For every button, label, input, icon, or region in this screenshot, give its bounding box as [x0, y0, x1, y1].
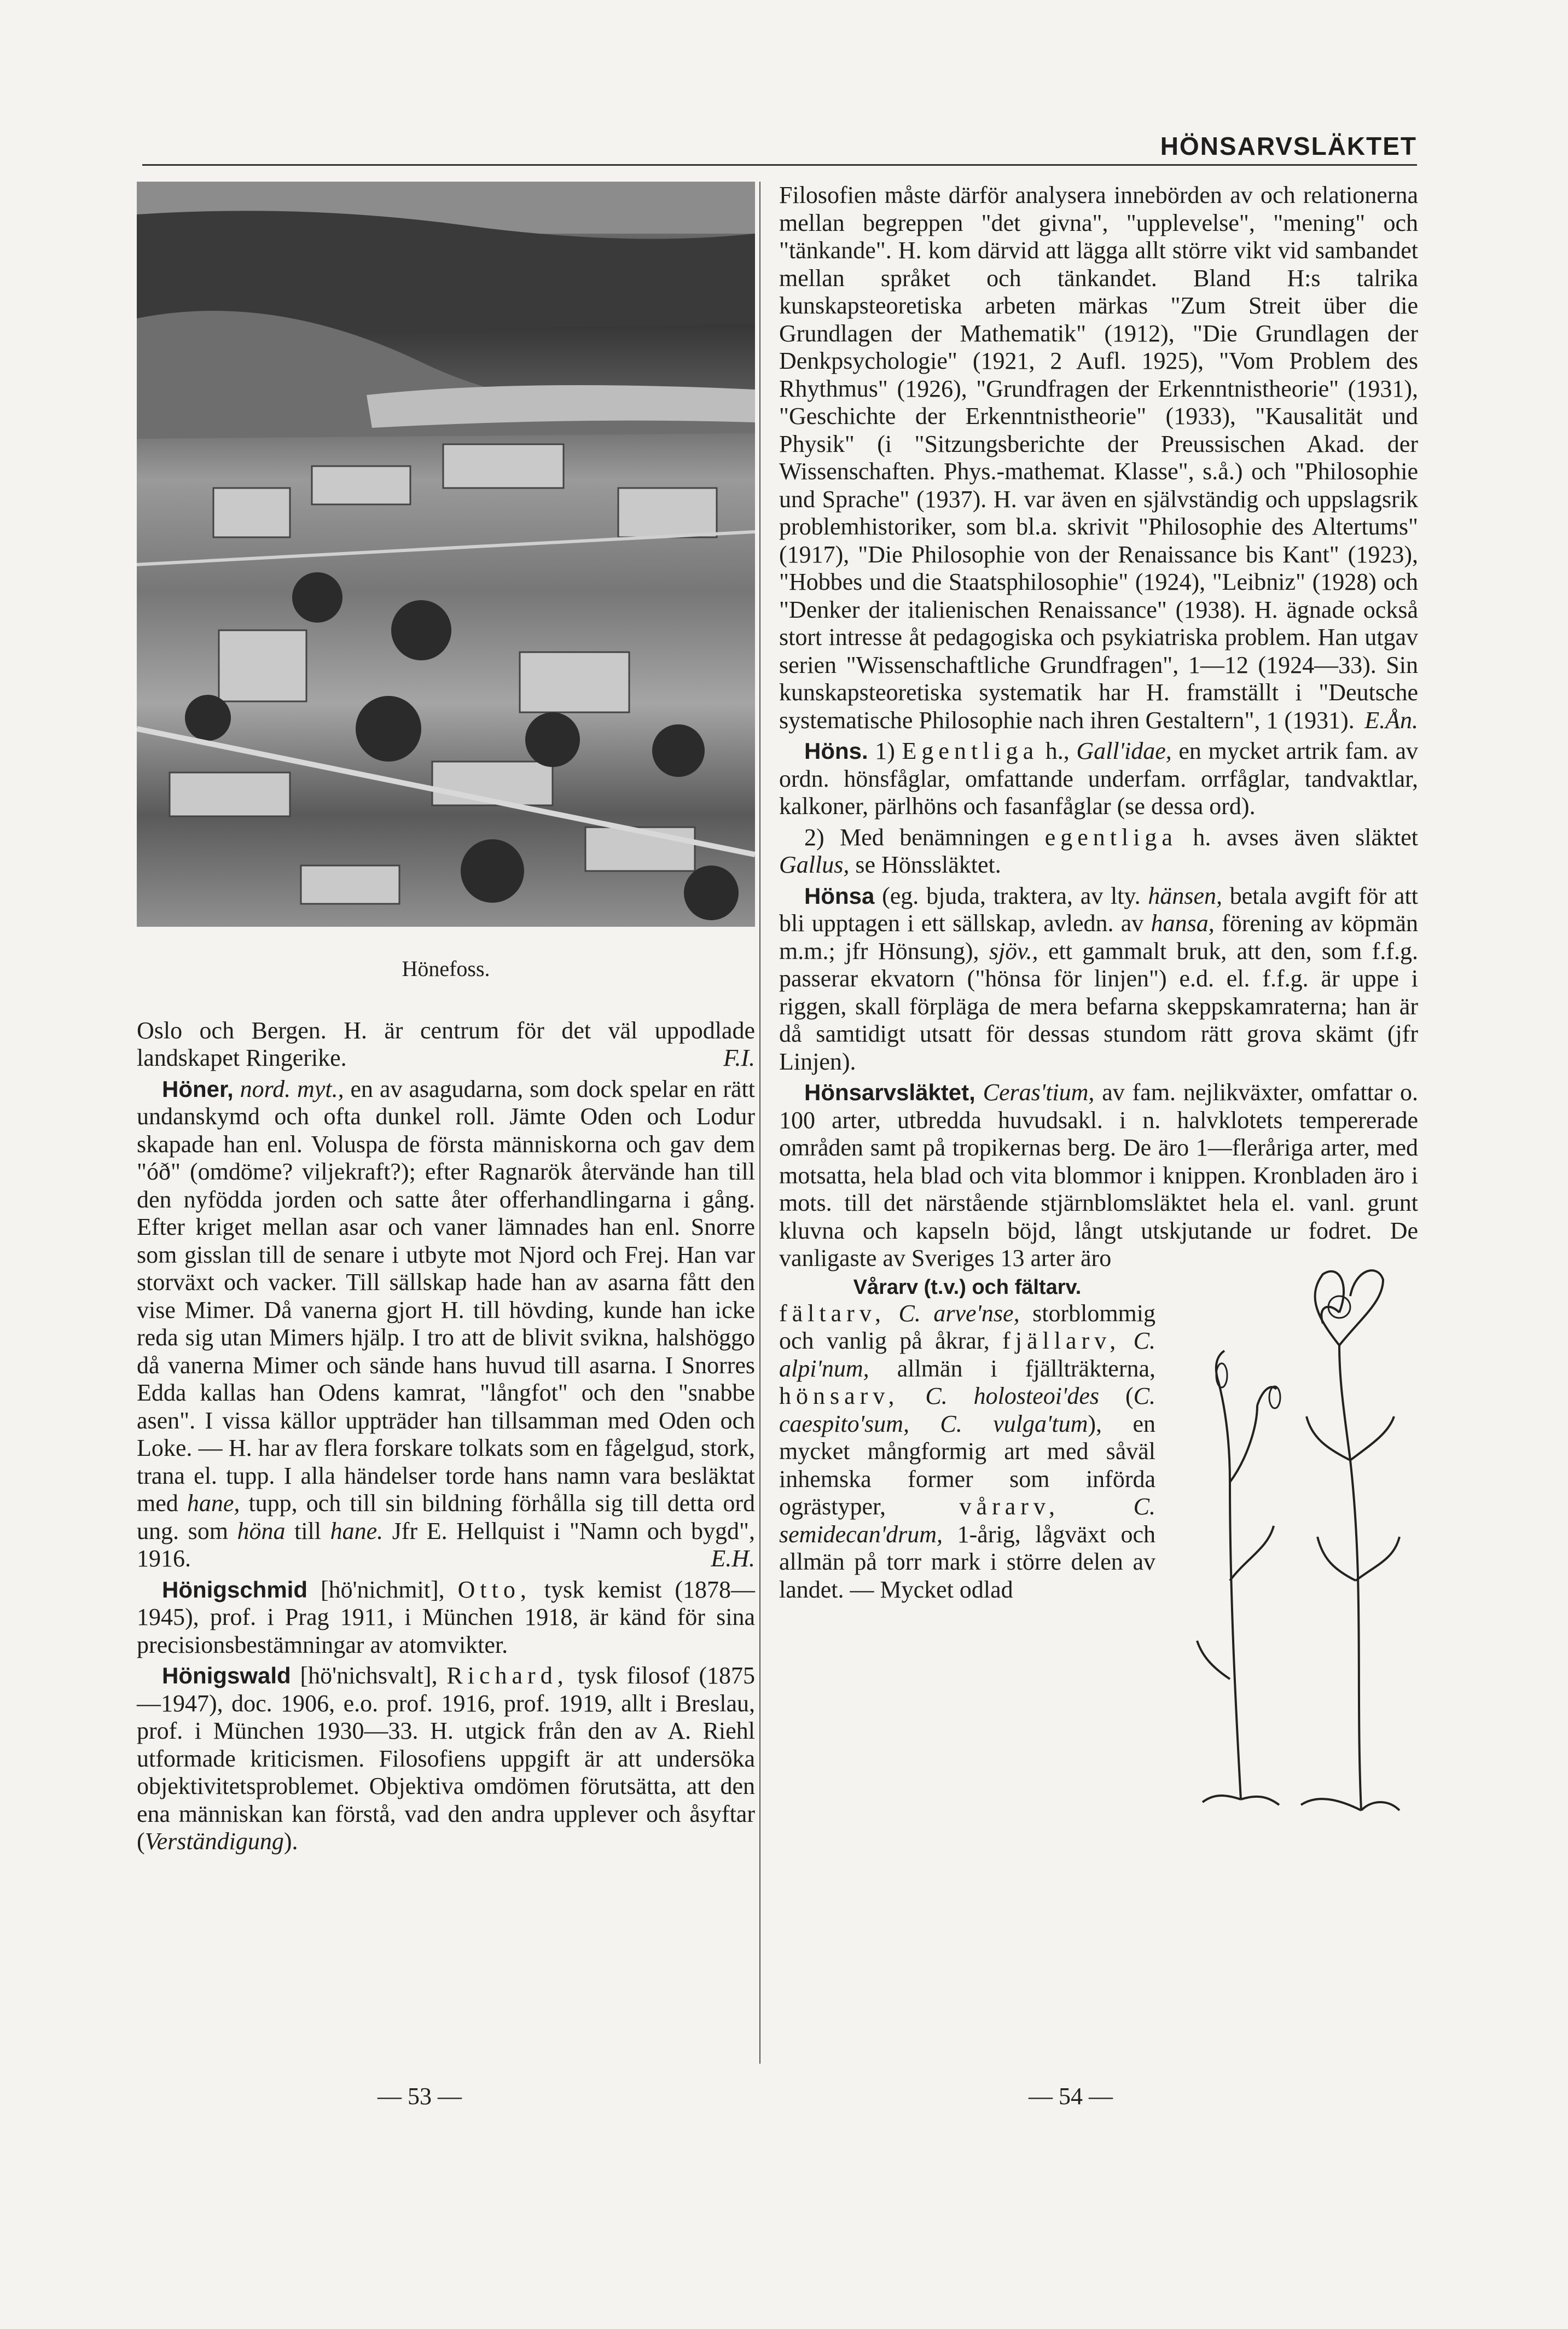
- running-header: [142, 130, 1417, 166]
- entry-hons: Höns. 1) Egentliga h., Gall'idae, en mycket artrik fam. av ordn. hönsfåglar, omfattande underfam. orrfåglar, tandvaktlar, kalkoner, pärlhöns och fasanfåglar (se dessa ord).: [779, 737, 1419, 820]
- entry-continuation: Oslo och Bergen. H. är centrum för det väl uppodlade landskapet Ringerike. F.I.: [137, 1017, 755, 1071]
- entry-continuation-honigswald: Filosofien måste därför analysera innebörden av och relationerna mellan begreppen "det givna", "upplevelse", "mening" och "tänkande". H. kom därvid att lägga allt större vikt vid sambandet mellan språket och tänkandet. Bland H:s talrika kunskapsteoretiska arbeten märkas "Zum Streit über die Grundlagen der Mathematik" (1912), "Die Grundlagen der Denkpsychologie" (1921, 2 Aufl. 1925), "Vom Problem des Rhythmus" (1926), "Grundfragen der Erkenntnistheorie" (1931), "Geschichte der Erkenntnistheorie" (1933), "Kausalität und Physik" (i "Sitzungsberichte der Preussischen Akad. der Wissenschaften. Phys.-mathemat. Klasse", s.å.) och "Philosophie und Sprache" (1937). H. var även en självständig och uppslagsrik problemhistoriker, som bl.a. skrivit "Philosophie des Altertums" (1917), "Die Philosophie von der Renaissance bis Kant" (1923), "Hobbes und die Staatsphilosophie" (1924), "Leibniz" (1928) och "Denker der italienischen Renaissance" (1938). H. ägnade också stort intresse åt pedagogiska och psykiatriska problem. Han utgav serien "Wissenschaftliche Grundfragen", 1—12 (1924—33). Sin kunskapsteoretiska systematik har H. framställt i "Deutsche systematische Philosophie nach ihren Gestaltern", 1 (1931). E.Ån.: [779, 182, 1418, 734]
- left-column: [137, 182, 755, 1856]
- entry-honer: Höner, nord. myt., en av asagudarna, som dock spelar en rätt undanskymd och ofta dunkel roll. Jämte Oden och Lodur skapade han enl. Voluspa de första människorna och gav dem "óð" (omdöme? viljekraft?); efter Ragnarök återvände han till den nyfödda jorden och satte åter offerhandlingarna i gång. Efter kriget mellan asar och vaner lämnades han enl. Snorre som gisslan till de senare i utbyte mot Njord och Frej. Han var storväxt och vacker. Till sällskap hade han av asarna fått den vise Mimer. Då vanerna gjort H. till hövding, kunde han icke reda sig utan Mimers hjälp. I tro att de blivit svikna, halshöggo då vanerna Mimer och sände hans huvud till asarna. I Snorres Edda kallas han Odens kamrat, "långfot" och den "snabbe asen". I vissa källor uppträder han tillsamman med Oden och Loke. — H. har av flera forskare tolkats som en fågelgud, stork, trana el. tupp. I alla händelser torde hans namn vara besläktat med hane, tupp, och till sin bildning förhålla sig till detta ord ung. som höna till hane. Jfr E. Hellquist i "Namn och bygd", 1916. E.H.: [137, 1075, 755, 1572]
- photo-caption: Hönefoss.: [402, 956, 490, 981]
- column-divider: [759, 182, 760, 2064]
- cerastium-drawing: [1175, 1252, 1416, 1843]
- headword: Hönsarvsläktet,: [804, 1079, 975, 1105]
- page-number-right: — 54 —: [1029, 2083, 1113, 2110]
- page-number-left: — 53 —: [378, 2083, 462, 2110]
- plant-caption: Vårarv (t.v.) och fältarv.: [853, 1275, 1082, 1299]
- header-title: HÖNSARVSLÄKTET: [1160, 132, 1417, 160]
- entry-honigswald: Hönigswald [hö'nichsvalt], Richard, tysk filosof (1875—1947), doc. 1906, e.o. prof. 1916, prof. 1919, allt i Breslau, prof. i München 1930—33. H. utgick från den av A. Riehl utformade kriticismen. Filosofiens uppgift är att undersöka objektivitetsproblemet. Objektiva omdömen förutsätta, att den ena människan kan förstå, vad den andra upplever och åsyftar (Verständigung).: [137, 1662, 756, 1855]
- plant-illustration: [1166, 1252, 1418, 1903]
- entry-honigschmid: Hönigschmid [hö'nichmit], Otto, tysk kemist (1878—1945), prof. i Prag 1911, i München 1918, är känd för sina precisionsbestämningar av atomvikter.: [137, 1576, 756, 1658]
- headword: Hönsa: [804, 882, 875, 909]
- headword: Höns.: [804, 738, 868, 764]
- entry-honsarvslaktet: Hönsarvsläktet, Ceras'tium, av fam. nejlikväxter, omfattar o. 100 arter, utbredda huvudsakl. i n. halvklotets tempererade områden samt på tropikernas berg. De äro 1—fleråriga arter, med motsatta, hela blad och vita blommor i knippen. Kronbladen äro i mots. till det närstående stjärnblomsläktet hela el. vanl. grunt kluvna och kapseln böjd, långt utskjutande ur fodret. De vanligaste av Sveriges 13 arter äro: [779, 1079, 1418, 1273]
- entry-hons-2: 2) Med benämningen egentliga h. avses även släktet Gallus, se Hönssläktet.: [779, 823, 1418, 878]
- headword: Höner,: [162, 1076, 234, 1102]
- entry-honsa: Hönsa (eg. bjuda, traktera, av lty. hänsen, betala avgift för att bli upptagen i ett sällskap, avledn. av hansa, förening av köpmän m.m.; jfr Hönsung), sjöv., ett gammalt bruk, att den, som f.f.g. passerar ekvatorn ("hönsa för linjen") e.d. el. f.f.g. är uppe i riggen, skall förpläga de mera befarna skeppskamraterna; han är då samtidigt utsatt för dessas stundom rätt grova skämt (jfr Linjen).: [779, 882, 1419, 1075]
- town-photo: [137, 182, 755, 927]
- headword: Hönigswald: [162, 1663, 291, 1688]
- aerial-photo-graphic: [137, 182, 755, 927]
- headword: Hönigschmid: [162, 1576, 308, 1602]
- right-column: Filosofien måste därför analysera innebörden av och relationerna mellan begreppen "det givna", "upplevelse", "mening" och "tänkande". H. kom därvid att lägga allt större vikt vid sambandet mellan språket och tänkandet. Bland H:s talrika kunskapsteoretiska arbeten märkas "Zum Streit über die Grundlagen der Mathematik" (1912), "Die Grundlagen der Denkpsychologie" (1921, 2 Aufl. 1925), "Vom Problem des Rhythmus" (1926), "Grundfragen der Erkenntnistheorie" (1931), "Geschichte der Erkenntnistheorie" (1933), "Kausalität und Physik" (i "Sitzungsberichte der Preussischen Akad. der Wissenschaften. Phys.-mathemat. Klasse", s.å.) och "Philosophie und Sprache" (1937). H. var även en självständig och uppslagsrik problemhistoriker, som bl.a. skrivit "Philosophie des Altertums" (1917), "Die Philosophie von der Renaissance bis Kant" (1923), "Hobbes und die Staatsphilosophie" (1924), "Leibniz" (1928) och "Denker der italienischen Renaissance" (1938). H. ägnade också stort intresse åt pedagogiska och psykiatriska problem. Han utgav serien "Wissenschaftliche Grundfragen", 1—12 (1924—33). Sin kunskapsteoretiska systematik har H. framställt i "Deutsche systematische Philosophie nach ihren Gestaltern", 1 (1931). E.Ån. Höns. 1) Egentliga h., Gall'idae, en mycket artrik fam. av ordn. hönsfåglar, omfattande underfam. orrfåglar, tandvaktlar, kalkoner, pärlhöns och fasanfåglar (se dessa ord). 2) Med benämningen egentliga h. avses även släktet Gallus, se Hönssläktet. Hönsa (eg. bjuda, traktera, av lty. hänsen, betala avgift för att bli upptagen i ett sällskap, avledn. av hansa, förening av köpmän m.m.; jfr Hönsung), sjöv., ett gammalt bruk, att den, som f.f.g. passerar ekvatorn ("hönsa för linjen") e.d. el. f.f.g. är uppe i riggen, skall förpläga de mera befarna skeppskamraterna; han är då samtidigt utsatt för dessas stundom rätt grova skämt (jfr Linjen). Hönsarvsläktet, Ceras'tium, av fam. nejlikväxter, omfattar o. 100 arter, utbredda huvudsakl. i n. halvklotets tempererade områden samt på tropikernas berg. De äro 1—fleråriga arter, med motsatta, hela blad och vita blommor i knippen. Kronbladen äro i mots. till det närstående stjärnblomsläktet hela el. vanl. grunt kluvna och kapseln böjd, långt utskjutande ur fodret. De vanligaste av Sveriges 13 arter äro Vårarv (t.v.) och fältarv. fältarv, C. arve'nse, storblommig och vanlig på åkrar, fjällarv, C. alpi'num, allmän i fjällträkterna, hönsarv, C. holosteoi'des (C. caespito'sum, C. vulga'tum), en mycket mångformig art med såväl inhemska former som införda ogrästyper, vårarv, C. semidecan'drum, 1-årig, lågväxt och allmän på torr mark i större delen av landet. — Mycket odlad: [779, 182, 1418, 1903]
